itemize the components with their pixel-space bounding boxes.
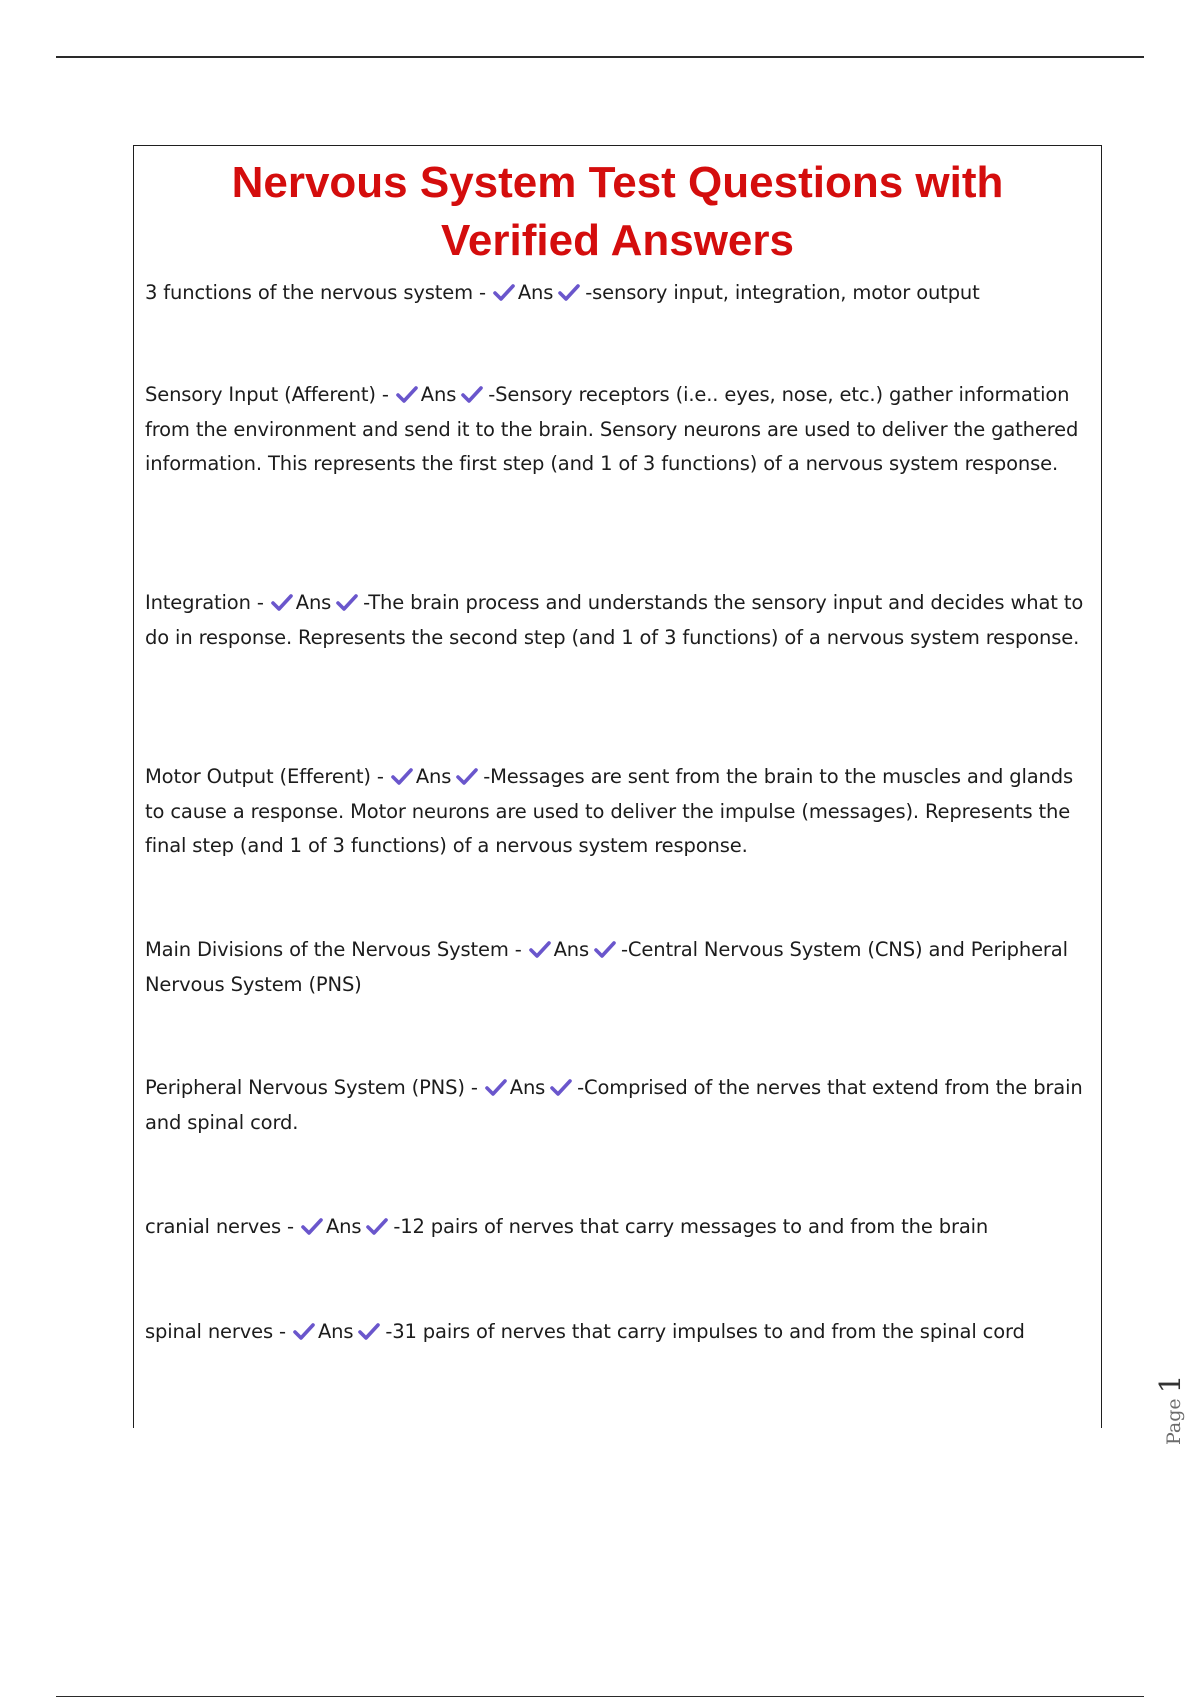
qa-item xyxy=(145,1071,1095,1140)
check-icon xyxy=(292,1321,316,1341)
check-icon xyxy=(395,384,419,404)
check-icon xyxy=(357,1321,381,1341)
answer-text: -Comprised of the nerves that extend from the brain and spinal cord. xyxy=(145,1076,1083,1134)
ans-label: Ans xyxy=(517,281,554,304)
qa-item xyxy=(145,378,1095,482)
ans-label: Ans xyxy=(420,383,457,406)
check-icon xyxy=(335,592,359,612)
footer-rule xyxy=(56,1696,1144,1697)
ans-label: Ans xyxy=(325,1215,362,1238)
page-number-margin xyxy=(1153,1375,1187,1445)
question-text: Peripheral Nervous System (PNS) - xyxy=(145,1076,478,1099)
qa-item xyxy=(145,1210,1095,1245)
question-text: 3 functions of the nervous system - xyxy=(145,281,486,304)
answer-text: -The brain process and understands the sensory input and decides what to do in response. Represents the second step (and 1 of 3 functions) of a nervous system response. xyxy=(145,591,1084,649)
check-icon xyxy=(365,1216,389,1236)
question-text: spinal nerves - xyxy=(145,1320,286,1343)
ans-label: Ans xyxy=(295,591,332,614)
qa-item xyxy=(145,276,1095,311)
answer-text: -Sensory receptors (i.e.. eyes, nose, etc.) gather information from the environment and send it to the brain. Sensory neurons are used to deliver the gathered information. This represents the first step (and 1 of 3 functions) of a nervous system response. xyxy=(145,383,1079,475)
page-label: Page xyxy=(1163,1398,1185,1445)
content-frame xyxy=(133,145,1102,1428)
check-icon xyxy=(484,1077,508,1097)
answer-text: -31 pairs of nerves that carry impulses to and from the spinal cord xyxy=(385,1320,1025,1343)
question-text: Sensory Input (Afferent) - xyxy=(145,383,389,406)
answer-text: -Central Nervous System (CNS) and Peripheral Nervous System (PNS) xyxy=(145,938,1068,996)
check-icon xyxy=(528,939,552,959)
check-icon xyxy=(300,1216,324,1236)
title-line-2: Verified Answers xyxy=(441,216,794,265)
check-icon xyxy=(557,282,581,302)
check-icon xyxy=(390,766,414,786)
qa-item xyxy=(145,933,1095,1002)
ans-label: Ans xyxy=(509,1076,546,1099)
check-icon xyxy=(549,1077,573,1097)
ans-label: Ans xyxy=(415,765,452,788)
document-title xyxy=(134,154,1101,270)
ans-label: Ans xyxy=(553,938,590,961)
check-icon xyxy=(460,384,484,404)
check-icon xyxy=(593,939,617,959)
header-rule xyxy=(56,56,1144,58)
question-text: cranial nerves - xyxy=(145,1215,294,1238)
question-text: Integration - xyxy=(145,591,264,614)
title-line-1: Nervous System Test Questions with xyxy=(231,158,1004,207)
question-text: Motor Output (Efferent) - xyxy=(145,765,384,788)
check-icon xyxy=(492,282,516,302)
answer-text: -Messages are sent from the brain to the muscles and glands to cause a response. Motor neurons are used to deliver the impulse (messages). Represents the final step (and 1 of 3 functions) of a nervous system response. xyxy=(145,765,1073,857)
check-icon xyxy=(455,766,479,786)
ans-label: Ans xyxy=(317,1320,354,1343)
check-icon xyxy=(270,592,294,612)
question-text: Main Divisions of the Nervous System - xyxy=(145,938,522,961)
answer-text: -sensory input, integration, motor output xyxy=(585,281,980,304)
page-number: 1 xyxy=(1153,1374,1187,1394)
answer-text: -12 pairs of nerves that carry messages to and from the brain xyxy=(393,1215,989,1238)
qa-item xyxy=(145,1315,1095,1350)
qa-item xyxy=(145,586,1095,655)
qa-item xyxy=(145,760,1095,864)
